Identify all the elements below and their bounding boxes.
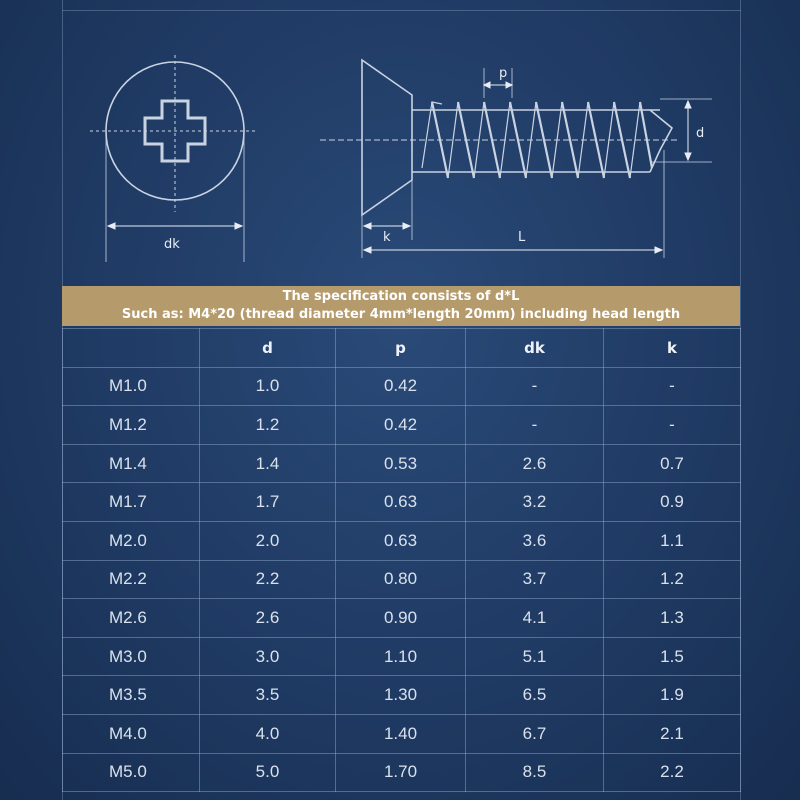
table-row bbox=[63, 637, 741, 676]
cell-d: 2.6 bbox=[200, 599, 336, 638]
cell-d: 2.0 bbox=[200, 521, 336, 560]
spec-table bbox=[62, 328, 741, 792]
L-dimension bbox=[364, 247, 662, 253]
cell-dk: 8.5 bbox=[466, 753, 604, 792]
screw-head-top-view bbox=[90, 55, 258, 262]
cell-d: 1.7 bbox=[200, 483, 336, 522]
cell-size: M2.6 bbox=[63, 599, 200, 638]
cell-dk: 6.7 bbox=[466, 714, 604, 753]
cell-dk: 6.5 bbox=[466, 676, 604, 715]
header-p: p bbox=[336, 329, 466, 368]
k-label: k bbox=[383, 230, 391, 245]
cell-dk: 3.2 bbox=[466, 483, 604, 522]
header-size bbox=[63, 329, 200, 368]
header-d: d bbox=[200, 329, 336, 368]
header-k: k bbox=[604, 329, 741, 368]
cell-k: 0.9 bbox=[604, 483, 741, 522]
cell-d: 1.0 bbox=[200, 367, 336, 406]
cell-d: 4.0 bbox=[200, 714, 336, 753]
cell-size: M1.4 bbox=[63, 444, 200, 483]
table-header-row bbox=[63, 329, 741, 368]
table-row bbox=[63, 444, 741, 483]
cell-size: M3.5 bbox=[63, 676, 200, 715]
cell-p: 0.90 bbox=[336, 599, 466, 638]
screw-side-view bbox=[320, 60, 712, 258]
cell-k: 1.9 bbox=[604, 676, 741, 715]
cell-p: 0.63 bbox=[336, 483, 466, 522]
dk-label: dk bbox=[164, 237, 180, 252]
cell-k: 2.1 bbox=[604, 714, 741, 753]
cell-p: 0.80 bbox=[336, 560, 466, 599]
cell-dk: 4.1 bbox=[466, 599, 604, 638]
d-label: d bbox=[696, 126, 705, 141]
cell-d: 3.0 bbox=[200, 637, 336, 676]
cell-p: 1.40 bbox=[336, 714, 466, 753]
k-dimension bbox=[364, 223, 410, 229]
cell-p: 0.42 bbox=[336, 406, 466, 445]
p-label: p bbox=[499, 66, 508, 81]
table-row bbox=[63, 521, 741, 560]
cell-d: 2.2 bbox=[200, 560, 336, 599]
cell-k: 0.7 bbox=[604, 444, 741, 483]
cell-k: 2.2 bbox=[604, 753, 741, 792]
cell-k: - bbox=[604, 367, 741, 406]
table-row bbox=[63, 406, 741, 445]
cell-p: 0.53 bbox=[336, 444, 466, 483]
cell-k: - bbox=[604, 406, 741, 445]
cell-size: M4.0 bbox=[63, 714, 200, 753]
spec-banner bbox=[62, 286, 740, 326]
cell-p: 1.70 bbox=[336, 753, 466, 792]
table-row bbox=[63, 367, 741, 406]
cell-size: M1.0 bbox=[63, 367, 200, 406]
cell-dk: - bbox=[466, 367, 604, 406]
cell-size: M2.2 bbox=[63, 560, 200, 599]
screw-technical-drawing bbox=[0, 0, 800, 285]
table-row bbox=[63, 676, 741, 715]
table-row bbox=[63, 753, 741, 792]
cell-k: 1.3 bbox=[604, 599, 741, 638]
table-row bbox=[63, 714, 741, 753]
p-dimension bbox=[484, 82, 512, 88]
cell-dk: - bbox=[466, 406, 604, 445]
cell-size: M1.2 bbox=[63, 406, 200, 445]
cell-size: M1.7 bbox=[63, 483, 200, 522]
header-dk: dk bbox=[466, 329, 604, 368]
cell-d: 1.4 bbox=[200, 444, 336, 483]
table-row bbox=[63, 599, 741, 638]
table-row bbox=[63, 560, 741, 599]
cell-p: 0.42 bbox=[336, 367, 466, 406]
cell-k: 1.2 bbox=[604, 560, 741, 599]
cell-d: 5.0 bbox=[200, 753, 336, 792]
cell-k: 1.5 bbox=[604, 637, 741, 676]
cell-p: 1.30 bbox=[336, 676, 466, 715]
cell-size: M2.0 bbox=[63, 521, 200, 560]
L-label: L bbox=[518, 230, 526, 245]
dk-dimension bbox=[108, 223, 242, 229]
cell-dk: 5.1 bbox=[466, 637, 604, 676]
cell-dk: 3.6 bbox=[466, 521, 604, 560]
d-dimension bbox=[685, 101, 691, 160]
cell-k: 1.1 bbox=[604, 521, 741, 560]
cell-d: 1.2 bbox=[200, 406, 336, 445]
cell-dk: 2.6 bbox=[466, 444, 604, 483]
banner-title: The specification consists of d*L bbox=[282, 289, 520, 304]
cell-size: M5.0 bbox=[63, 753, 200, 792]
table-row bbox=[63, 483, 741, 522]
cell-p: 1.10 bbox=[336, 637, 466, 676]
banner-example: Such as: M4*20 (thread diameter 4mm*length 20mm) including head length bbox=[121, 307, 681, 322]
cell-size: M3.0 bbox=[63, 637, 200, 676]
cell-p: 0.63 bbox=[336, 521, 466, 560]
cell-dk: 3.7 bbox=[466, 560, 604, 599]
cell-d: 3.5 bbox=[200, 676, 336, 715]
